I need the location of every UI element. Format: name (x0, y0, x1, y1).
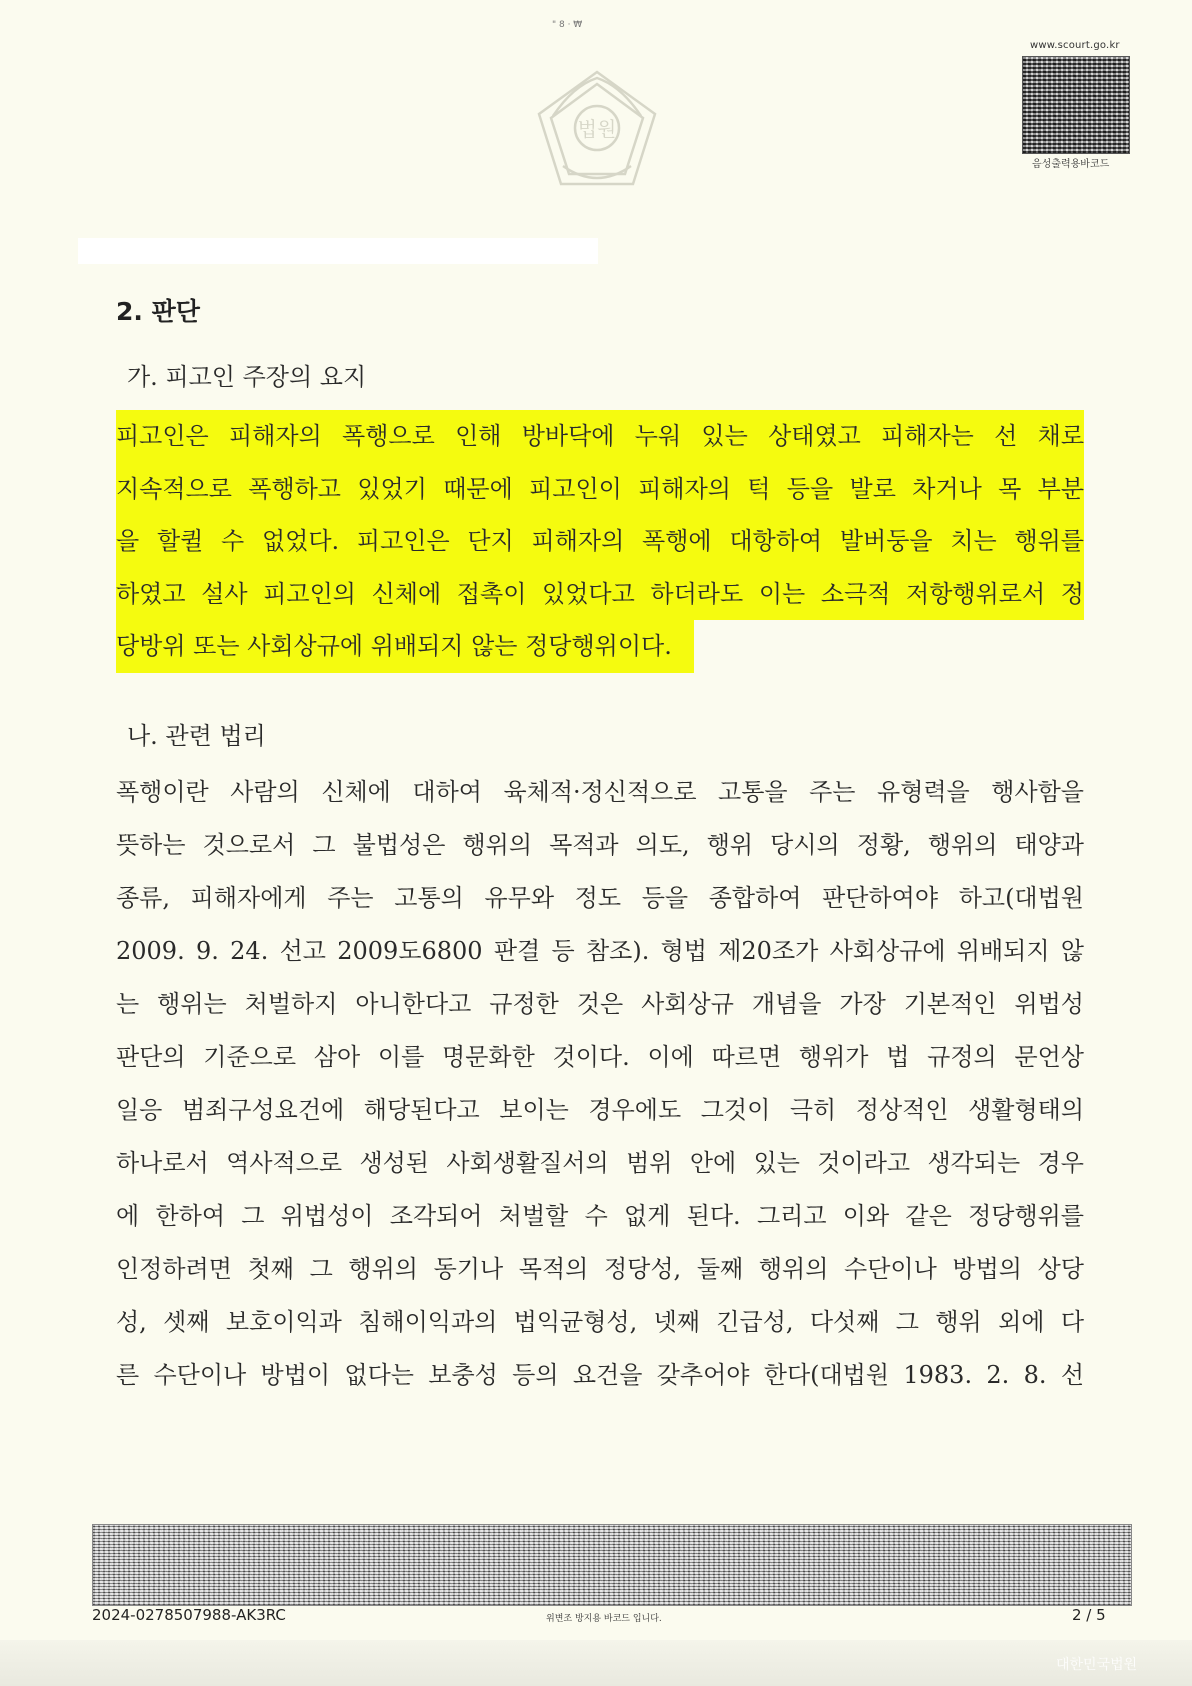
paragraph-line: 을 할퀼 수 없었다. 피고인은 단지 피해자의 폭행에 대항하여 발버둥을 치는 행위를 (116, 515, 1084, 568)
paragraph-line: 피고인은 피해자의 폭행으로 인해 방바닥에 누워 있는 상태였고 피해자는 선 채로 (116, 410, 1084, 463)
subsection-heading-b: 나. 관련 법리 (127, 722, 266, 750)
paragraph-line: 일응 범죄구성요건에 해당된다고 보이는 경우에도 그것이 극히 정상적인 생활형태의 (116, 1096, 1084, 1124)
paragraph-line: 당방위 또는 사회상규에 위배되지 않는 정당행위이다. (116, 620, 694, 673)
footer-band (0, 1640, 1192, 1686)
paragraph-line: 하나로서 역사적으로 생성된 사회생활질서의 범위 안에 있는 것이라고 생각되는 경우 (116, 1149, 1084, 1177)
paragraph-line: 하였고 설사 피고인의 신체에 접촉이 있었다고 하더라도 이는 소극적 저항행위로서 정 (116, 568, 1084, 621)
paragraph-line: 에 한하여 그 위법성이 조각되어 처벌할 수 없게 된다. 그리고 이와 같은 정당행위를 (116, 1202, 1084, 1230)
redaction-bar (78, 238, 598, 264)
paragraph-line: 른 수단이나 방법이 없다는 보충성 등의 요건을 갖추어야 한다(대법원 1983. 2. 8. 선 (116, 1361, 1084, 1389)
paragraph-line: 2009. 9. 24. 선고 2009도6800 판결 등 참조). 형법 제20조가 사회상규에 위배되지 않 (116, 937, 1084, 965)
paragraph-line: 인정하려면 첫째 그 행위의 동기나 목적의 정당성, 둘째 행위의 수단이나 방법의 상당 (116, 1255, 1084, 1283)
voice-output-barcode (1022, 56, 1130, 154)
footer-watermark: 대한민국법원 (1056, 1657, 1138, 1673)
document-id: 2024-0278507988-AK3RC (92, 1606, 286, 1624)
paragraph-line: 지속적으로 폭행하고 있었기 때문에 피고인이 피해자의 턱 등을 발로 차거나 목 부분 (116, 463, 1084, 516)
paragraph-line: 성, 셋째 보호이익과 침해이익과의 법익균형성, 넷째 긴급성, 다섯째 그 행위 외에 다 (116, 1308, 1084, 1336)
barcode-note: 위변조 방지용 바코드 입니다. (546, 1614, 662, 1624)
legal-principle-paragraph (116, 766, 1084, 1402)
paragraph-line: 종류, 피해자에게 주는 고통의 유무와 정도 등을 종합하여 판단하여야 하고(대법원 (116, 884, 1084, 912)
paragraph-line: 판단의 기준으로 삼아 이를 명문화한 것이다. 이에 따르면 행위가 법 규정의 문언상 (116, 1043, 1084, 1071)
scan-marks: " 8 · ₩ (552, 20, 583, 30)
barcode-caption: 음성출력용바코드 (1032, 159, 1110, 170)
defendant-claim-paragraph (116, 410, 1084, 673)
paragraph-line: 는 행위는 처벌하지 아니한다고 규정한 것은 사회상규 개념을 가장 기본적인 위법성 (116, 990, 1084, 1018)
court-url: www.scourt.go.kr (1030, 40, 1120, 51)
subsection-heading-a: 가. 피고인 주장의 요지 (127, 363, 367, 391)
section-heading: 2. 판단 (116, 297, 200, 326)
page-number: 2 / 5 (1072, 1606, 1106, 1624)
emblem-label: 법원 (577, 117, 617, 141)
paragraph-line: 폭행이란 사람의 신체에 대하여 육체적·정신적으로 고통을 주는 유형력을 행사함을 (116, 778, 1084, 806)
paragraph-line: 뜻하는 것으로서 그 불법성은 행위의 목적과 의도, 행위 당시의 정황, 행위의 태양과 (116, 831, 1084, 859)
anti-forgery-barcode (92, 1524, 1132, 1606)
court-emblem-icon (533, 66, 661, 194)
